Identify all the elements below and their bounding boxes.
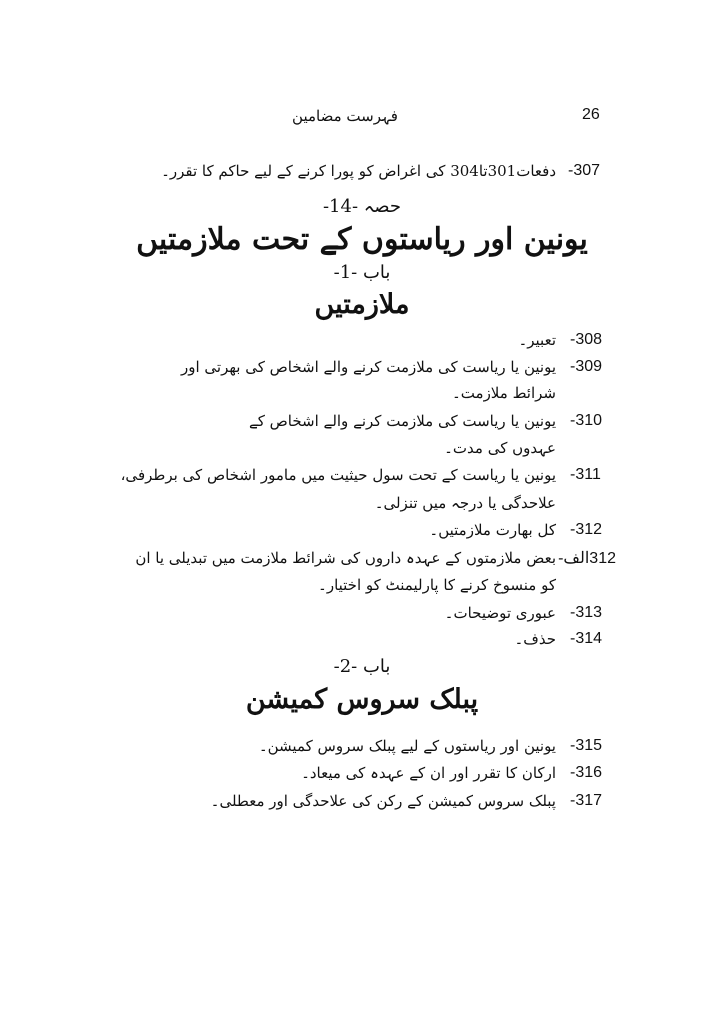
entry-text: دفعات301تا304 کی اغراض کو پورا کرنے کے لیے حاکم کا تقرر۔ bbox=[161, 162, 556, 180]
entry-number: -316 bbox=[570, 764, 603, 781]
entry-number: -308 bbox=[570, 331, 603, 348]
entry-text: یونین یا ریاست کے تحت سول حیثیت میں مامور اشخاص کی برطرفی، bbox=[120, 466, 556, 484]
part-label: حصہ -14- bbox=[322, 196, 402, 217]
entry-text: عبوری توضیحات۔ bbox=[444, 604, 556, 622]
chapter-label: باب -2- bbox=[333, 656, 391, 677]
entry-number: 312الف- bbox=[558, 550, 616, 567]
entry-text: کل بھارت ملازمتیں۔ bbox=[429, 521, 556, 539]
entry-number: -309 bbox=[570, 358, 603, 375]
entry-text: پبلک سروس کمیشن کے رکن کی علاحدگی اور معطلی۔ bbox=[210, 792, 556, 810]
part-title: یونین اور ریاستوں کے تحت ملازمتیں bbox=[136, 222, 588, 257]
entry-text: حذف۔ bbox=[514, 630, 556, 648]
entry-text: یونین اور ریاستوں کے لیے پبلک سروس کمیشن۔ bbox=[258, 737, 556, 755]
entry-number: -312 bbox=[570, 521, 603, 538]
chapter-title: ملازمتیں bbox=[314, 289, 410, 320]
entry-text: ارکان کا تقرر اور ان کے عہدہ کی میعاد۔ bbox=[301, 764, 556, 782]
entry-number: -317 bbox=[570, 792, 603, 809]
entry-text-continued: کو منسوخ کرنے کا پارلیمنٹ کو اختیار۔ bbox=[318, 576, 556, 594]
entry-text: یونین یا ریاست کی ملازمت کرنے والے اشخاص کی بھرتی اور bbox=[180, 358, 556, 376]
chapter-title: پبلک سروس کمیشن bbox=[245, 684, 479, 715]
entry-text-continued: علاحدگی یا درجہ میں تنزلی۔ bbox=[374, 494, 556, 512]
entry-text: بعض ملازمتوں کے عہدہ داروں کی شرائط ملازمت میں تبدیلی یا ان bbox=[135, 549, 556, 567]
entry-number: -314 bbox=[570, 630, 603, 647]
entry-number: -311 bbox=[570, 466, 601, 483]
entry-text-continued: عہدوں کی مدت۔ bbox=[444, 439, 556, 457]
page-header-title: فہرست مضامین bbox=[292, 107, 398, 125]
entry-number: -307 bbox=[568, 162, 601, 179]
entry-text: یونین یا ریاست کی ملازمت کرنے والے اشخاص کے bbox=[248, 412, 556, 430]
page-number: 26 bbox=[582, 106, 600, 123]
entry-number: -315 bbox=[570, 737, 603, 754]
entry-number: -310 bbox=[570, 412, 603, 429]
entry-text: تعبیر۔ bbox=[518, 331, 556, 349]
chapter-label: باب -1- bbox=[333, 262, 391, 283]
entry-number: -313 bbox=[570, 604, 603, 621]
entry-text-continued: شرائط ملازمت۔ bbox=[452, 384, 556, 402]
